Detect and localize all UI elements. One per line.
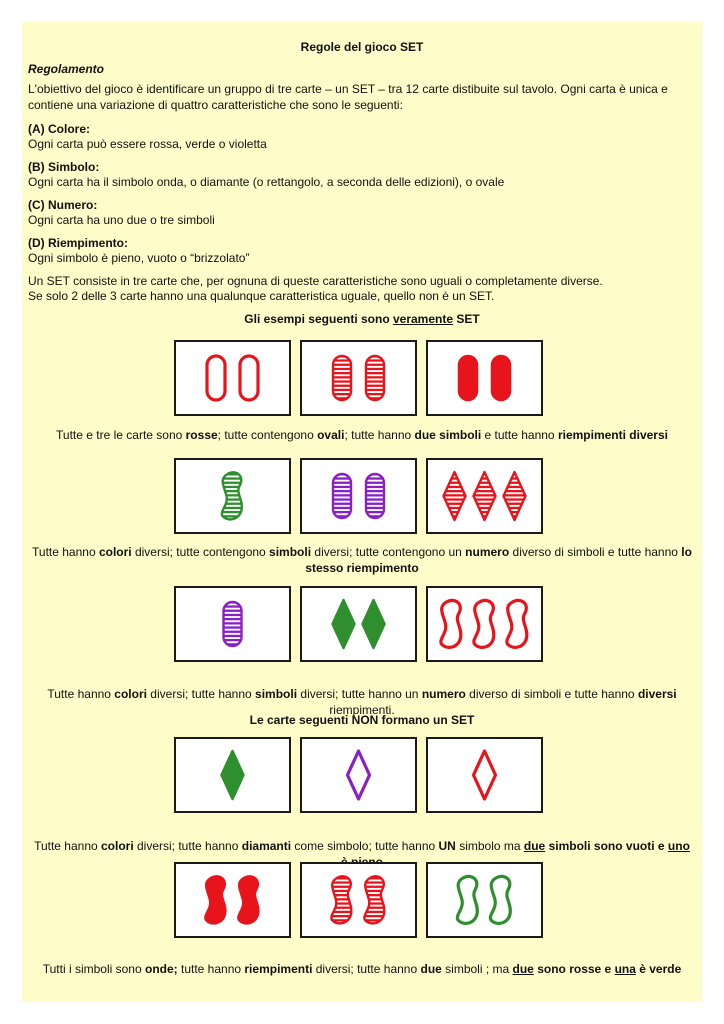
- onda-symbol-icon: [474, 600, 494, 647]
- set-card: [300, 340, 417, 416]
- card-symbols: [302, 460, 415, 532]
- ovale-symbol-icon: [459, 356, 477, 400]
- set-card: [426, 737, 543, 813]
- card-symbols: [176, 588, 289, 660]
- caption-segment: UN: [438, 839, 456, 853]
- diamante-symbol-icon: [469, 469, 501, 522]
- caption-segment: due: [420, 962, 442, 976]
- ovale-symbol-icon: [359, 469, 391, 522]
- caption-segment: Tutte hanno: [34, 839, 101, 853]
- feature-text: Ogni carta ha uno due o tre simboli: [28, 213, 215, 227]
- set-card: [300, 586, 417, 662]
- caption-segment: tutte hanno: [177, 962, 245, 976]
- caption-segment: Tutte hanno: [47, 687, 115, 701]
- intro-paragraph: L'obiettivo del gioco è identificare un gruppo di tre carte – un SET – tra 12 carte distibuite sul tavolo. Ogni carta è unica e contiene una variazione di quattro caratteristiche che sono le seguenti:: [28, 82, 668, 112]
- caption-segment: colori: [98, 545, 132, 559]
- feature-text: Ogni carta può essere rossa, verde o violetta: [28, 137, 267, 151]
- set-card: [426, 586, 543, 662]
- diamante-symbol-icon: [222, 751, 244, 799]
- onda-symbol-icon: [490, 876, 510, 923]
- caption-segment: numero: [465, 545, 510, 559]
- ovale-symbol-icon: [217, 597, 249, 650]
- row-caption: [32, 545, 692, 576]
- diamante-symbol-icon: [474, 751, 496, 799]
- caption-segment: e tutte hanno: [481, 428, 558, 442]
- caption-segment: colori: [101, 839, 134, 853]
- card-symbols: [176, 342, 289, 414]
- onda-symbol-icon: [507, 600, 527, 647]
- page-title: Regole del gioco SET: [300, 40, 424, 54]
- set-card: [300, 862, 417, 938]
- diamante-symbol-icon: [333, 600, 355, 648]
- card-symbols: [176, 864, 289, 936]
- diamante-symbol-icon: [348, 751, 370, 799]
- ovale-symbol-icon: [240, 356, 258, 400]
- feature-head: (D) Riempimento:: [28, 236, 128, 250]
- diamante-symbol-icon: [363, 600, 385, 648]
- ovale-symbol-icon: [326, 469, 358, 522]
- caption-segment: diversi: [637, 687, 677, 701]
- caption-segment: è verde: [635, 962, 682, 976]
- onda-symbol-icon: [205, 876, 225, 923]
- card-symbols: [428, 864, 541, 936]
- card-symbols: [428, 588, 541, 660]
- caption-segment: due: [523, 839, 546, 853]
- caption-segment: diversi; tutte hanno: [312, 962, 421, 976]
- caption-segment: diverso di simboli e tutte hanno: [509, 545, 682, 559]
- card-symbols: [302, 588, 415, 660]
- card-symbols: [302, 342, 415, 414]
- ovale-symbol-icon: [207, 356, 225, 400]
- caption-segment: riempimenti.: [329, 702, 395, 717]
- ovale-symbol-icon: [359, 351, 391, 404]
- card-symbols: [428, 460, 541, 532]
- caption-segment: diverso di simboli e tutte hanno: [465, 687, 638, 701]
- diamante-symbol-icon: [499, 469, 531, 522]
- set-card: [174, 458, 291, 534]
- caption-segment: ovali: [317, 428, 345, 442]
- onda-symbol-icon: [238, 876, 258, 923]
- caption-segment: riempimenti diversi: [557, 428, 668, 442]
- row-caption: [32, 687, 692, 718]
- set-card: [174, 737, 291, 813]
- caption-segment: Tutte hanno: [32, 545, 99, 559]
- ovale-symbol-icon: [326, 351, 358, 404]
- set-card: [426, 340, 543, 416]
- set-card: [426, 458, 543, 534]
- row-caption: [32, 962, 692, 978]
- card-symbols: [302, 864, 415, 936]
- caption-segment: due simboli: [414, 428, 482, 442]
- rules-sheet: [22, 22, 702, 1002]
- set-card: [426, 862, 543, 938]
- examples-heading-post: SET: [453, 312, 480, 326]
- caption-segment: diversi; tutte hanno un: [297, 687, 422, 701]
- onda-symbol-icon: [359, 873, 391, 926]
- section-subtitle: Regolamento: [28, 62, 105, 76]
- caption-segment: simboli sono vuoti e: [545, 839, 668, 853]
- caption-segment: come simbolo; tutte hanno: [291, 839, 439, 853]
- card-symbols: [302, 739, 415, 811]
- set-card: [300, 737, 417, 813]
- caption-segment: diversi; tutte contengono: [131, 545, 270, 559]
- caption-segment: rosse: [185, 428, 218, 442]
- rule-line-2: Se solo 2 delle 3 carte hanno una qualunque caratteristica uguale, quello non è un SET.: [28, 289, 495, 303]
- caption-segment: Tutte e tre le carte sono: [56, 428, 186, 442]
- caption-segment: ; tutte contengono: [217, 428, 318, 442]
- caption-segment: simboli: [269, 545, 312, 559]
- examples-heading-underlined: veramente: [392, 312, 454, 326]
- set-card: [174, 862, 291, 938]
- examples-heading: [22, 312, 702, 328]
- caption-segment: diamanti: [241, 839, 292, 853]
- feature-head: (B) Simbolo:: [28, 160, 100, 174]
- onda-symbol-icon: [441, 600, 461, 647]
- caption-segment: colori: [114, 687, 147, 701]
- card-symbols: [428, 739, 541, 811]
- set-card: [174, 586, 291, 662]
- feature-head: (A) Colore:: [28, 122, 90, 136]
- rule-line-1: Un SET consiste in tre carte che, per ognuna di queste caratteristiche sono uguali o completamente diverse.: [28, 274, 603, 288]
- caption-segment: lo stesso riempimento: [305, 545, 692, 575]
- onda-symbol-icon: [457, 876, 477, 923]
- caption-segment: uno: [667, 839, 690, 853]
- card-symbols: [176, 739, 289, 811]
- feature-text: Ogni carta ha il simbolo onda, o diamante (o rettangolo, a seconda delle edizioni), o ovale: [28, 175, 505, 189]
- caption-segment: sono rosse e: [533, 962, 615, 976]
- caption-segment: diversi; tutte hanno: [146, 687, 256, 701]
- non-set-heading: Le carte seguenti NON formano un SET: [249, 713, 475, 727]
- ovale-symbol-icon: [492, 356, 510, 400]
- caption-segment: simbolo ma: [455, 839, 524, 853]
- caption-segment: Tutti i simboli sono: [42, 962, 145, 976]
- onda-symbol-icon: [217, 469, 249, 522]
- caption-segment: simboli: [255, 687, 298, 701]
- row-caption: [32, 428, 692, 444]
- onda-symbol-icon: [326, 873, 358, 926]
- caption-segment: diversi; tutte hanno: [133, 839, 242, 853]
- feature-text: Ogni simbolo è pieno, vuoto o “brizzolato”: [28, 251, 250, 265]
- set-card: [174, 340, 291, 416]
- feature-head: (C) Numero:: [28, 198, 98, 212]
- caption-segment: numero: [421, 687, 466, 701]
- set-card: [300, 458, 417, 534]
- card-symbols: [428, 342, 541, 414]
- card-symbols: [176, 460, 289, 532]
- diamante-symbol-icon: [439, 469, 471, 522]
- caption-segment: onde;: [144, 962, 178, 976]
- examples-heading-pre: Gli esempi seguenti sono: [244, 312, 393, 326]
- caption-segment: ; tutte hanno: [344, 428, 415, 442]
- caption-segment: riempimenti: [244, 962, 313, 976]
- caption-segment: diversi; tutte contengono un: [311, 545, 466, 559]
- caption-segment: una: [614, 962, 636, 976]
- caption-segment: simboli ; ma: [441, 962, 513, 976]
- caption-segment: due: [512, 962, 534, 976]
